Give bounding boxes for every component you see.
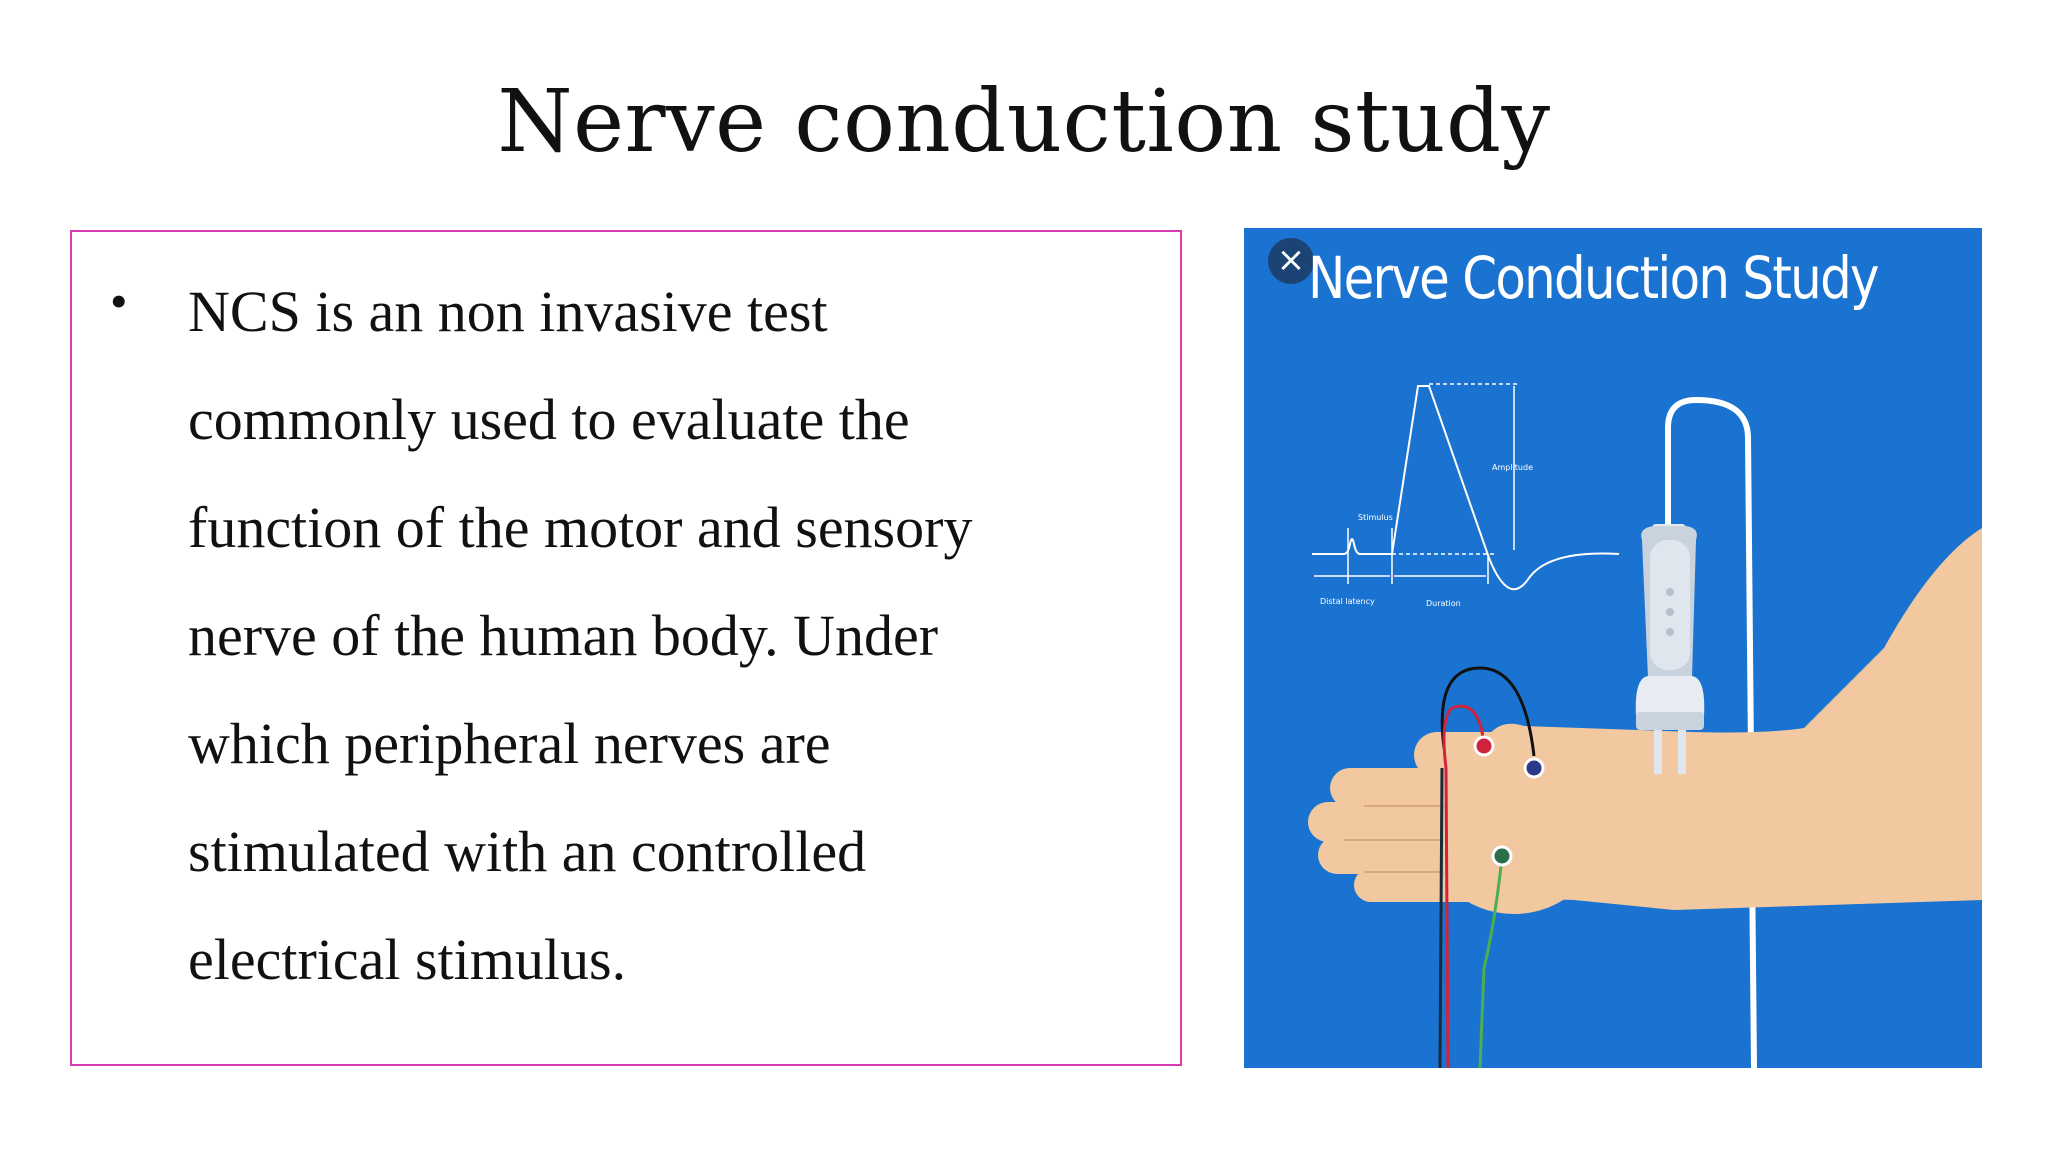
- illustration-svg: [1244, 228, 1982, 1068]
- body-line: commonly used to evaluate the: [188, 387, 910, 452]
- stimulus-label: Stimulus: [1358, 513, 1393, 522]
- body-line: which peripheral nerves are: [188, 711, 831, 776]
- body-line: stimulated with an controlled: [188, 819, 867, 884]
- bullet-icon: •: [110, 273, 128, 329]
- body-line: function of the motor and sensory: [188, 495, 973, 560]
- body-line: nerve of the human body. Under: [188, 603, 939, 668]
- nerve-conduction-illustration: [1244, 228, 1982, 1068]
- distal-latency-label: Distal latency: [1320, 597, 1375, 606]
- duration-label: Duration: [1426, 599, 1461, 608]
- bullet-text: [188, 258, 1148, 1014]
- body-line: NCS is an non invasive test: [188, 279, 828, 344]
- body-line: electrical stimulus.: [188, 927, 627, 992]
- slide-title: Nerve conduction study: [497, 72, 1551, 172]
- hand: [1308, 732, 1604, 914]
- close-icon[interactable]: ×: [1268, 238, 1314, 284]
- figure-title: Nerve Conduction Study: [1308, 244, 1878, 312]
- waveform-graph: [1312, 384, 1619, 589]
- amplitude-label: Amplitude: [1492, 463, 1533, 472]
